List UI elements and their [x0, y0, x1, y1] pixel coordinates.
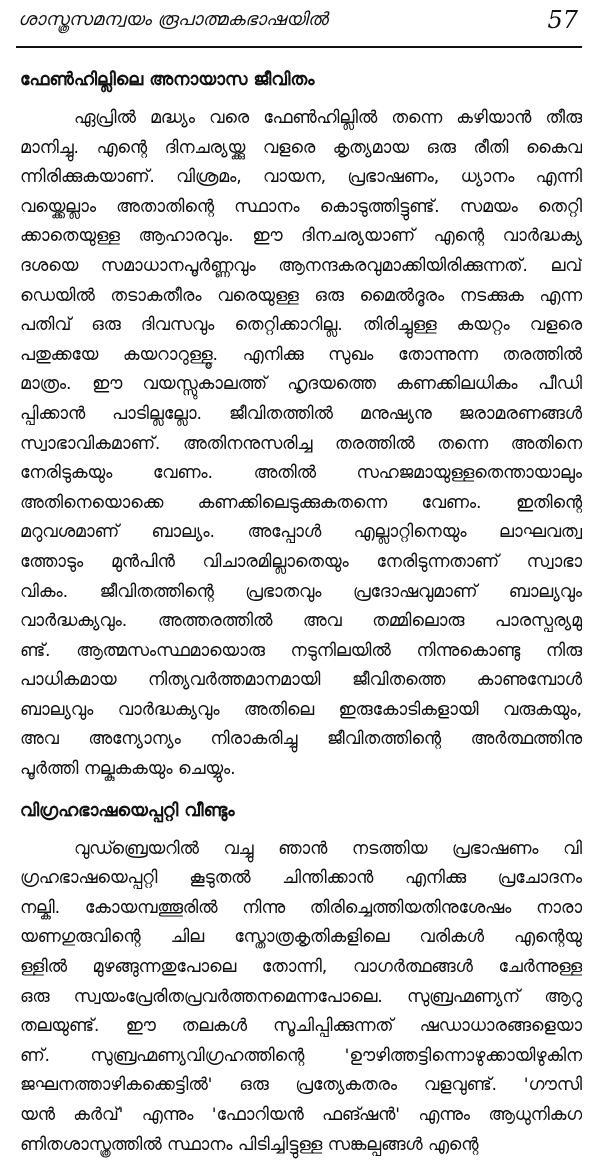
text-line: നേരിടുകയും വേണം. അതിൽ സഹജമായുള്ളതെന്തായാലും — [20, 463, 582, 484]
text-line: ഡെയിൽ തടാകതീരം വരെയുള്ള ഒരു മൈൽദൂരം നടക്കുക എന്ന — [20, 285, 582, 306]
text-line: ത്തോടും മുൻപിൻ വിചാരമില്ലാതെയും നേരിടുന്നതാണ് സ്വാഭാ — [20, 551, 582, 572]
text-line: വികം. ജീവിതത്തിന്റെ പ്രഭാതവും പ്രദോഷവുമാണ് ബാല്യവും — [20, 581, 582, 602]
text-line: മാത്രം. ഈ വയസ്സുകാലത്ത് ഹൃദയത്തെ കണക്കിലധികം പീഡി — [20, 374, 582, 395]
text-line: ണിതശാസ്ത്രത്തിൽ സ്ഥാനം പിടിച്ചിട്ടുള്ള സങ്കല്പങ്ങൾ എന്റെ — [20, 1134, 479, 1155]
text-line: തലയുണ്ട്. ഈ തലകൾ സൂചിപ്പിക്കുന്നത് ഷഡാധാരങ്ങളെയാ — [20, 1016, 582, 1037]
text-line: വാർദ്ധക്യവും. അത്തരത്തിൽ അവ തമ്മിലൊരു പാരസ്പര്യമു — [20, 611, 582, 632]
text-line: അവ അന്യോന്യം നിരാകരിച്ചു ജീവിതത്തിന്റെ അർത്ഥത്തിനു — [20, 729, 582, 750]
paragraph — [16, 104, 582, 785]
text-line: മറുവശമാണ് ബാല്യം. അപ്പോൾ എല്ലാറ്റിനെയും ലാഘവത്വ — [20, 522, 582, 543]
text-line: വയ്ക്കെല്ലാം അതാതിന്റെ സ്ഥാനം കൊടുത്തിട്ടുണ്ട്. സമയം തെറ്റി — [20, 196, 582, 217]
section-idol-language — [16, 799, 582, 1160]
running-title: ശാസ്ത്രസമന്വയം രൂപാത്മകഭാഷയിൽ — [18, 9, 329, 30]
section-heading: വിഗ്രഹഭാഷയെപ്പറ്റി വീണ്ടും — [20, 800, 235, 821]
text-line: അതിനെയൊക്കെ കണക്കിലെടുക്കുകതന്നെ വേണം. ഇതിന്റെ — [20, 492, 582, 513]
text-line: യൻ കർവ്' എന്നും 'ഫോറിയൻ ഫങ്ഷൻ' എന്നും ആധുനികഗ — [20, 1105, 582, 1125]
text-line: പതുക്കയേ കയറാറുള്ളൂ. എനിക്കു സുഖം തോന്നുന്ന തരത്തിൽ — [20, 344, 582, 365]
text-line: സ്വാഭാവികമാണ്. അതിനനുസരിച്ച തരത്തിൽ തന്നെ അതിനെ — [20, 433, 582, 454]
text-line: വുഡ്ബ്രെയറിൽ വച്ചു ഞാൻ നടത്തിയ പ്രഭാഷണം വി — [74, 838, 582, 859]
text-line: പൂർത്തി നല്കുകകയും ചെയ്യും. — [20, 759, 236, 780]
text-line: ബാല്യവും വാർദ്ധക്യവും അതിലെ ഇരുകോടികളായി വരുകയും, — [20, 699, 582, 720]
paragraph — [16, 835, 582, 1160]
running-header — [16, 0, 582, 48]
text-line: യണഗുരുവിന്റെ ചില സ്തോത്രകൃതികളിലെ വരികൾ എന്റെയു — [20, 927, 582, 948]
text-line: ഏപ്രിൽ മദ്ധ്യം വരെ ഫേൺഹില്ലിൽ തന്നെ കഴിയാൻ തീരു — [74, 108, 582, 128]
text-line: പതിവ് ഒരു ദിവസവും തെറ്റിക്കാറില്ല. തിരിച്ചുള്ള കയറ്റം വളരെ — [20, 315, 582, 336]
page-number: 57 — [547, 6, 578, 34]
section-heading: ഫേൺഹില്ലിലെ അനായാസ ജീവിതം — [20, 70, 315, 90]
text-line: ദശയെ സമാധാനപൂർണ്ണവും ആനന്ദകരവുമാക്കിയിരിക്കുന്നത്. ലവ് — [20, 255, 582, 276]
text-line: ഒരു സ്വയംപ്രേരിതപ്രവർത്തനമെന്നപോലെ. സുബ്രഹ്മണ്യന് ആറു — [20, 986, 582, 1007]
section-fernhill — [16, 68, 582, 785]
text-line: ക്കാതെയുള്ള ആഹാരവും. ഈ ദിനചര്യയാണ് എന്റെ വാർദ്ധക്യ — [20, 226, 582, 247]
text-line: ന്നിരിക്കുകയാണ്. വിശ്രമം, വായന, പ്രഭാഷണം, ധ്യാനം എന്നി — [20, 167, 582, 188]
text-line: നല്കി. കോയമ്പത്തൂരിൽ നിന്നു തിരിച്ചെത്തിയതിനുശേഷം നാരാ — [20, 897, 582, 918]
text-line: പാധികമായ നിത്യവർത്തമാനമായി ജീവിതത്തെ കാണുമ്പോൾ — [20, 670, 582, 691]
text-line: ഗ്രഹഭാഷയെപ്പറ്റി കൂടുതൽ ചിന്തിക്കാൻ എനിക്കു പ്രചോദനം — [20, 868, 582, 889]
text-line: ജഘനത്താഴികക്കെട്ടിൽ' ഒരു പ്രത്യേകതരം വളവുണ്ട്. 'ഗൗസി — [20, 1075, 582, 1096]
text-line: ണ്ട്. ആത്മസംസ്ഥമായൊരു നടുനിലയിൽ നിന്നുകൊണ്ടു നിരു — [20, 640, 582, 661]
text-line: ണ്. സുബ്രഹ്മണ്യവിഗ്രഹത്തിന്റെ 'ഊഴിത്തട്ടിന്നൊഴുക്കായിഴുകിന — [20, 1045, 582, 1066]
text-line: ള്ളിൽ മുഴങ്ങുന്നതുപോലെ തോന്നി, വാഗർത്ഥങ്ങൾ ചേർന്നുള്ള — [20, 957, 582, 978]
text-line: മാനിച്ചു. എന്റെ ദിനചര്യയ്ക്കു വളരെ കൃത്യമായ ഒരു രീതി കൈവ — [20, 137, 582, 158]
text-line: പ്പിക്കാൻ പാടില്ലല്ലോ. ജീവിതത്തിൽ മനുഷ്യനു ജരാമരണങ്ങൾ — [20, 403, 582, 424]
